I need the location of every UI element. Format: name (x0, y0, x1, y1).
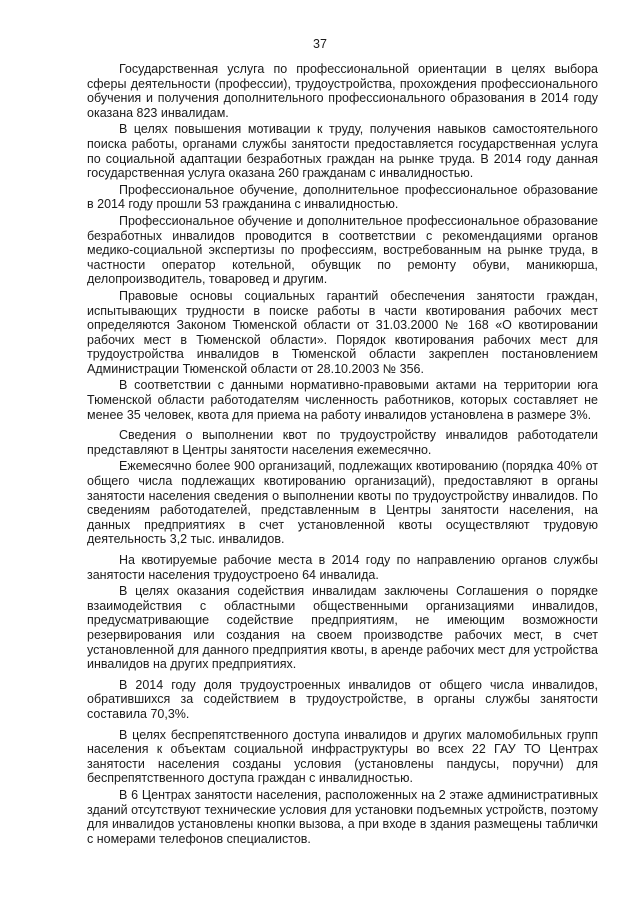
paragraph-accessibility: В целях беспрепятственного доступа инвалидов и других маломобильных групп населения к объектам социальной инфраструктуры во всех 22 ГАУ ТО Центрах занятости населения созданы условия (установлены пандусы, поручни) для беспрепятственного доступа граждан с инвалидностью. (87, 727, 598, 786)
paragraph-training-professions: Профессиональное обучение и дополнительное профессиональное образование безработных инвалидов проводится в соответствии с рекомендациями органов медико-социальной экспертизы по профессиям, востребованным на рынке труда, в частности оператор котельной, обувщик по ремонту обуви, маникюрша, делопроизводитель, товаровед и другим. (87, 213, 598, 287)
paragraph-employment-share: В 2014 году доля трудоустроенных инвалидов от общего числа инвалидов, обратившихся за содействием в трудоустройстве, в органы службы занятости составила 70,3%. (87, 677, 598, 721)
paragraph-vocational-training: Профессиональное обучение, дополнительное профессиональное образование в 2014 году прошли 53 гражданина с инвалидностью. (87, 182, 598, 212)
paragraph-career-guidance: Государственная услуга по профессиональной ориентации в целях выбора сферы деятельности (профессии), трудоустройства, прохождения профессионального обучения и получения дополнительного профессионального образования в 2014 году оказана 823 инвалидам. (87, 62, 598, 120)
page-number: 37 (313, 37, 327, 51)
paragraph-agreements: В целях оказания содействия инвалидам заключены Соглашения о порядке взаимодействия с областными общественными организациями инвалидов, предусматривающие содействие предприятиям, не имеющим возможности резервирования или создания на своем производстве рабочих мест, в счет установленной для данного предприятия квоты, в аренде рабочих мест для устройства инвалидов на других предприятиях. (87, 584, 598, 672)
paragraph-organizations: Ежемесячно более 900 организаций, подлежащих квотированию (порядка 40% от общего числа подлежащих квотированию организаций), предоставляют в органы занятости населения сведения о выполнении квоты по трудоустройству инвалидов. По сведениям работодателей, представленным в Центры занятости населения, на данных предприятиях в счет установленной квоты осуществляют трудовую деятельность 3,2 тыс. инвалидов. (87, 459, 598, 547)
paragraph-quota-size: В соответствии с данными нормативно-правовыми актами на территории юга Тюменской области работодателям численность работников, которых составляет не менее 35 человек, квота для приема на работу инвалидов установлена в размере 3%. (87, 378, 598, 422)
paragraph-quota-reporting: Сведения о выполнении квот по трудоустройству инвалидов работодатели представляют в Центры занятости населения ежемесячно. (87, 428, 598, 457)
paragraph-legal-basis: Правовые основы социальных гарантий обеспечения занятости граждан, испытывающих трудности в поиске работы в части квотирования рабочих мест определяются Законом Тюменской области от 31.03.2000 № 168 «О квотировании рабочих мест в Тюменской области». Порядок квотирования рабочих мест для трудоустройства инвалидов в Тюменской области закреплен постановлением Администрации Тюменской области от 28.10.2003 № 356. (87, 288, 598, 376)
paragraph-social-adaptation: В целях повышения мотивации к труду, получения навыков самостоятельного поиска работы, органами службы занятости предоставляется государственная услуга по социальной адаптации безработных граждан на рынке труда. В 2014 году данная государственная услуга оказана 260 гражданам с инвалидностью. (87, 122, 598, 181)
document-body (87, 62, 598, 846)
paragraph-call-buttons: В 6 Центрах занятости населения, расположенных на 2 этаже административных зданий отсутствуют технические условия для установки подъемных устройств, поэтому для инвалидов установлены кнопки вызова, а при входе в здания размещены таблички с номерами телефонов специалистов. (87, 787, 598, 846)
paragraph-quota-employment: На квотируемые рабочие места в 2014 году по направлению органов службы занятости населения трудоустроено 64 инвалида. (87, 553, 598, 582)
